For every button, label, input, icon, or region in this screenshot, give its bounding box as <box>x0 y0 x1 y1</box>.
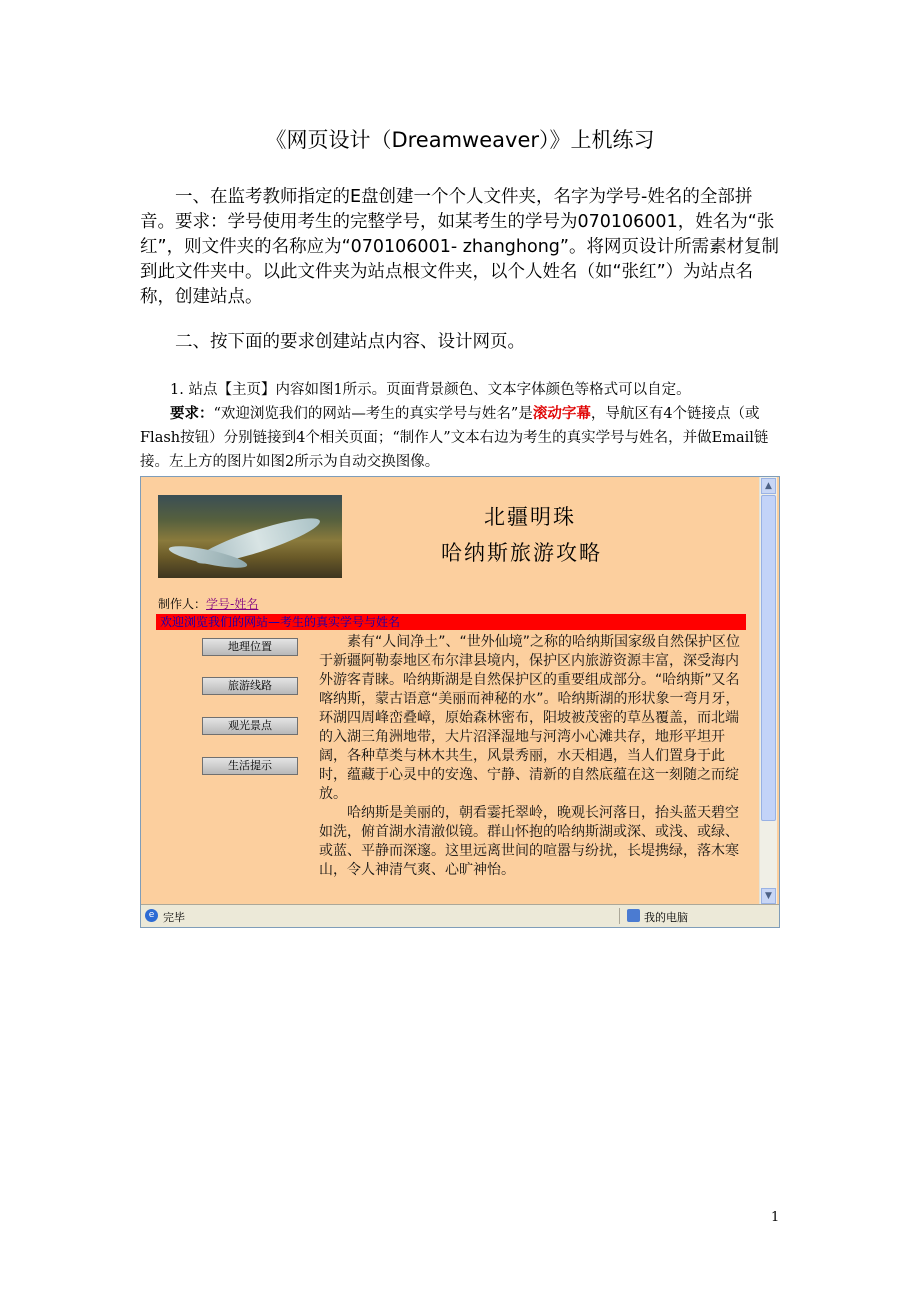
maker-email-link[interactable]: 学号-姓名 <box>206 597 259 611</box>
scroll-thumb[interactable] <box>761 495 776 821</box>
zone-text: 我的电脑 <box>644 911 688 924</box>
requirement-highlight: 滚动字幕 <box>532 405 591 422</box>
my-computer-icon <box>627 909 640 922</box>
nav-button-tips[interactable]: 生活提示 <box>202 757 298 775</box>
status-text: 完毕 <box>163 911 185 924</box>
article-content <box>319 633 747 880</box>
vertical-scrollbar[interactable] <box>759 477 777 905</box>
maker-label: 制作人： <box>158 597 207 611</box>
requirement-part-1: “欢迎浏览我们的网站—考生的真实学号与姓名”是 <box>213 406 533 422</box>
ie-page-icon: e <box>145 909 158 922</box>
scroll-down-arrow-icon[interactable]: ▼ <box>761 888 776 904</box>
item-1-text: 1. 站点【主页】内容如图1所示。页面背景颜色、文本字体颜色等格式可以自定。 <box>170 382 691 398</box>
nav-button-sights[interactable]: 观光景点 <box>202 717 298 735</box>
requirement-label: 要求： <box>170 405 214 422</box>
webpage-viewport <box>141 477 760 905</box>
nav-button-routes[interactable]: 旅游线路 <box>202 677 298 695</box>
scrolling-marquee: 欢迎浏览我们的网站—考生的真实学号与姓名 <box>156 614 746 630</box>
page-heading-2: 哈纳斯旅游攻略 <box>441 541 602 565</box>
scroll-up-arrow-icon[interactable]: ▲ <box>761 478 776 494</box>
page-number: 1 <box>771 1210 780 1225</box>
lake-photo[interactable] <box>158 495 342 578</box>
nav-button-location[interactable]: 地理位置 <box>202 638 298 656</box>
status-bar <box>141 904 779 927</box>
article-paragraph-2: 哈纳斯是美丽的，朝看霎托翠岭，晚观长河落日，抬头蓝天碧空如洗，俯首湖水清澈似镜。群山怀抱的哈纳斯湖或深、或浅、或绿、或蓝、平静而深邃。这里远离世间的喧嚣与纷扰，长堤携绿，落木寒山，令人神清气爽、心旷神怡。 <box>319 805 739 878</box>
requirement-text <box>140 402 782 474</box>
section-1-text: 一、在监考教师指定的E盘创建一个个人文件夹，名字为学号-姓名的全部拼音。要求：学号使用考生的完整学号，如某考生的学号为070106001，姓名为“张红”，则文件夹的名称应为“070106001- zhanghong”。将网页设计所需素材复制到此文件夹中。以此文件夹为站点根文件夹，以个人姓名（如“张红”）为站点名称，创建站点。 <box>140 187 779 307</box>
browser-window-screenshot <box>140 476 780 928</box>
requirement-part-2: ，导航区有4个链接点（或Flash按钮）分别链接到4个相关页面；“制作人”文本右边为考生的真实学号与姓名，并做Email链接。左上方的图片如图2所示为自动交换图像。 <box>140 406 769 470</box>
article-paragraph-1: 素有“人间净土”、“世外仙境”之称的哈纳斯国家级自然保护区位于新疆阿勒泰地区布尔津县境内，保护区内旅游资源丰富，深受海内外游客青睐。哈纳斯湖是自然保护区的重要组成部分。“哈纳斯”又名喀纳斯，蒙古语意“美丽而神秘的水”。哈纳斯湖的形状象一弯月牙，环湖四周峰峦叠嶂，原始森林密布，阳坡被茂密的草丛覆盖，而北端的入湖三角洲地带，大片沼泽湿地与河湾小心滩共存，地形平坦开阔，各种草类与林木共生，风景秀丽，水天相遇，当人们置身于此时，蕴藏于心灵中的安逸、宁静、清新的自然底蕴在这一刻随之而绽放。 <box>319 634 741 802</box>
document-title: 《网页设计（Dreamweaver）》上机练习 <box>265 128 655 152</box>
page-heading-1: 北疆明珠 <box>484 505 576 529</box>
section-2-heading: 二、按下面的要求创建站点内容、设计网页。 <box>175 332 525 352</box>
maker-line <box>158 595 258 612</box>
